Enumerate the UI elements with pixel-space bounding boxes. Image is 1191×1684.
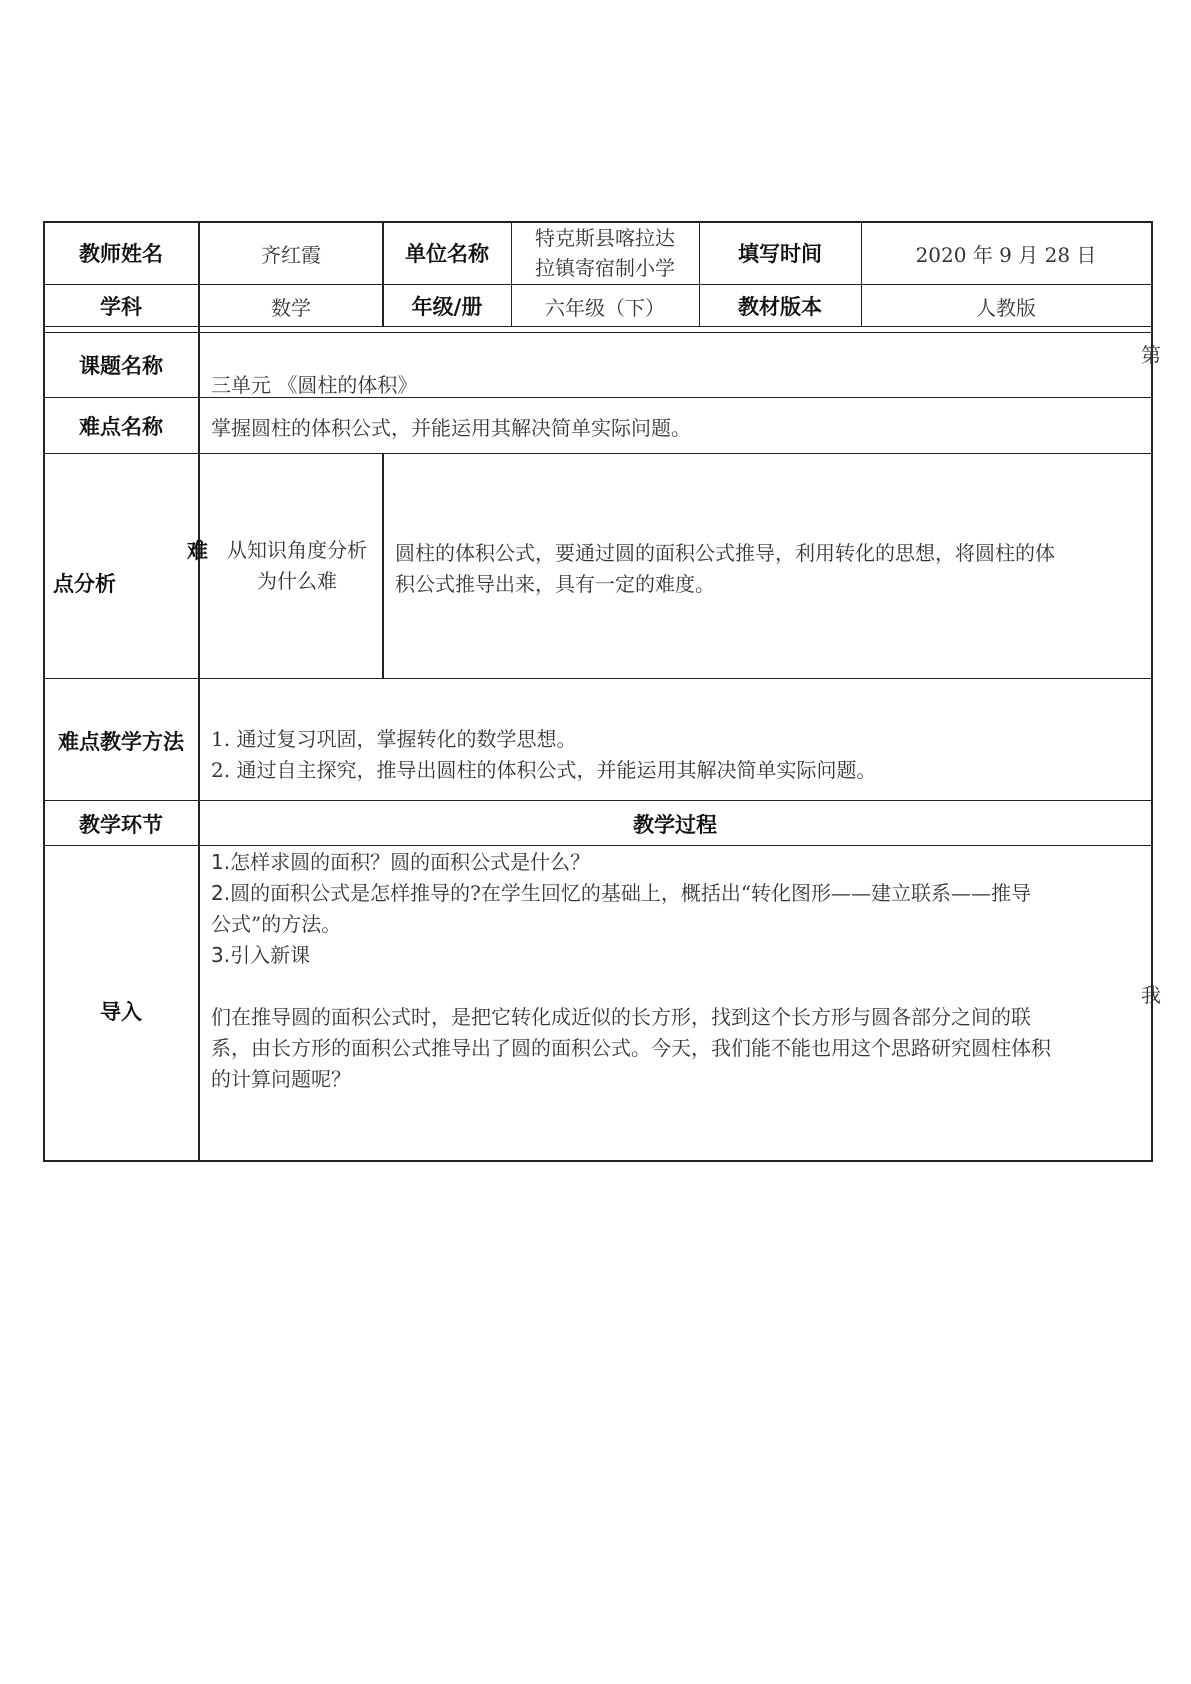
difficulty-label: 难点名称 xyxy=(79,415,163,439)
intro-item-2-text-line-2: 公式”的方法。 xyxy=(211,912,342,936)
teacher-name-label: 教师姓名 xyxy=(79,242,163,266)
lesson-plan-table xyxy=(43,221,1161,1162)
difficulty-value: 掌握圆柱的体积公式，并能运用其解决简单实际问题。 xyxy=(211,416,691,440)
intro-label: 导入 xyxy=(100,1000,142,1024)
method-label: 难点教学方法 xyxy=(58,730,184,754)
unit-name-line-1: 特克斯县喀拉达 xyxy=(535,226,675,250)
intro-para-line-2: 系，由长方形的面积公式推导出了圆的面积公式。今天，我们能不能也用这个思路研究圆柱体积 xyxy=(211,1036,1051,1060)
date-value: 2020 年 9 月 28 日 xyxy=(915,242,1097,267)
subject-label: 学科 xyxy=(100,295,142,319)
intro-para-line-1: 们在推导圆的面积公式时，是把它转化成近似的长方形，找到这个长方形与圆各部分之间的联 xyxy=(211,1005,1031,1029)
edition-label: 教材版本 xyxy=(738,295,822,319)
intro-content xyxy=(211,847,1141,1127)
intro-item-2-num: 2. xyxy=(211,881,231,905)
topic-value: 三单元 《圆柱的体积》 xyxy=(211,373,418,397)
intro-item-1-text: 怎样求圆的面积？圆的面积公式是什么？ xyxy=(230,850,591,874)
intro-item-2-text-line-1: 圆的面积公式是怎样推导的?在学生回忆的基础上，概括出“转化图形——建立联系——推导 xyxy=(230,881,1032,905)
date-label: 填写时间 xyxy=(738,242,822,266)
unit-name-line-2: 拉镇寄宿制小学 xyxy=(535,256,675,280)
analysis-sub-label-line-1: 从知识角度分析 xyxy=(227,538,367,562)
process-header: 教学过程 xyxy=(633,812,717,837)
analysis-label-bottom: 点分析 xyxy=(53,572,116,596)
teacher-name-value: 齐红霞 xyxy=(261,242,321,267)
method-content xyxy=(211,724,1131,788)
intro-item-3-text: 引入新课 xyxy=(230,943,311,967)
grade-label: 年级/册 xyxy=(411,295,483,319)
unit-name-label: 单位名称 xyxy=(405,242,489,266)
analysis-sub-label xyxy=(213,535,381,599)
analysis-content-line-2: 积公式推导出来，具有一定的难度。 xyxy=(395,572,715,596)
grade-value: 六年级（下） xyxy=(545,295,665,320)
method-line-1: 1. 通过复习巩固，掌握转化的数学思想。 xyxy=(211,727,577,751)
intro-item-3-num: 3. xyxy=(211,943,231,967)
topic-overflow-char: 第 xyxy=(1141,343,1161,367)
intro-item-1 xyxy=(211,847,1141,878)
method-line-2: 2. 通过自主探究，推导出圆柱的体积公式，并能运用其解决简单实际问题。 xyxy=(211,758,877,782)
intro-overflow-char: 我 xyxy=(1141,983,1161,1007)
analysis-label-top: 难 xyxy=(187,539,208,563)
topic-label: 课题名称 xyxy=(79,354,163,378)
subject-value: 数学 xyxy=(271,295,311,320)
analysis-content-line-1: 圆柱的体积公式，要通过圆的面积公式推导，利用转化的思想，将圆柱的体 xyxy=(395,541,1055,565)
edition-value: 人教版 xyxy=(976,295,1036,320)
intro-item-1-num: 1. xyxy=(211,850,231,874)
intro-item-2 xyxy=(211,878,1141,909)
intro-item-3 xyxy=(211,940,1141,971)
analysis-content xyxy=(395,538,1155,602)
unit-name-value xyxy=(511,221,699,285)
stage-header: 教学环节 xyxy=(79,812,163,837)
intro-para-line-3: 的计算问题呢？ xyxy=(211,1067,351,1091)
analysis-sub-label-line-2: 为什么难 xyxy=(257,569,337,593)
